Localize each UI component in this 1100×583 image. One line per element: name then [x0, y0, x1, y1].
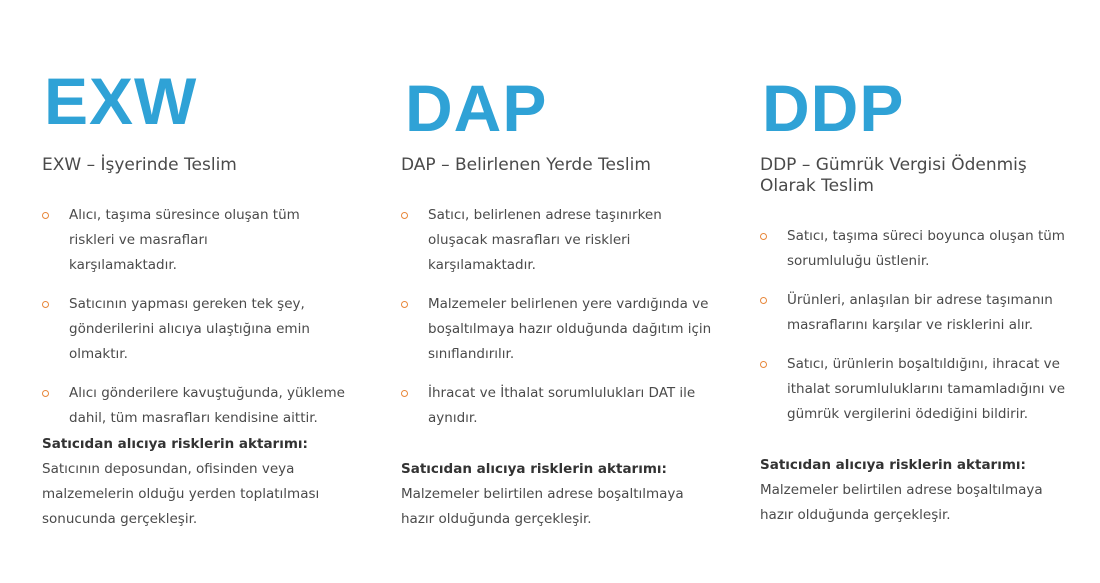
bullet-circle-icon: [401, 301, 408, 308]
list-item: Satıcı, ürünlerin boşaltıldığını, ihracat ve ithalat sorumluluklarını tamamladığını ve gümrük vergilerini ödediğini bildirir.: [760, 352, 1077, 427]
list-item: Satıcı, belirlenen adrese taşınırken oluşacak masrafları ve riskleri karşılamaktadır.: [401, 203, 668, 278]
bullet-circle-icon: [42, 390, 49, 397]
term-heading: DAP – Belirlenen Yerde Teslim: [401, 155, 651, 175]
bullet-circle-icon: [42, 301, 49, 308]
term-logo: DAP: [405, 71, 548, 145]
risk-transfer: [401, 457, 691, 532]
bullet-circle-icon: [401, 390, 408, 397]
list-item: Malzemeler belirlenen yere vardığında ve boşaltılmaya hazır olduğunda dağıtım için sınıflandırılır.: [401, 292, 718, 367]
bullet-list: [760, 224, 1070, 441]
risk-transfer-title: Satıcıdan alıcıya risklerin aktarımı:: [401, 461, 667, 477]
list-item: Ürünleri, anlaşılan bir adrese taşımanın masraflarını karşılar ve risklerini alır.: [760, 288, 1072, 338]
term-logo: EXW: [44, 64, 198, 138]
list-item: Alıcı gönderilere kavuştuğunda, yükleme dahil, tüm masrafları kendisine aittir.: [42, 381, 349, 431]
bullet-circle-icon: [760, 361, 767, 368]
risk-transfer-title: Satıcıdan alıcıya risklerin aktarımı:: [760, 457, 1026, 473]
risk-transfer-text: Malzemeler belirtilen adrese boşaltılmaya hazır olduğunda gerçekleşir.: [401, 486, 684, 527]
bullet-circle-icon: [760, 233, 767, 240]
bullet-circle-icon: [401, 212, 408, 219]
term-heading: EXW – İşyerinde Teslim: [42, 155, 237, 175]
bullet-circle-icon: [42, 212, 49, 219]
risk-transfer: [760, 453, 1050, 528]
list-item: Satıcının yapması gereken tek şey, gönderilerini alıcıya ulaştığına emin olmaktır.: [42, 292, 319, 367]
bullet-list: [401, 203, 711, 445]
bullet-circle-icon: [760, 297, 767, 304]
list-item: Alıcı, taşıma süresince oluşan tüm riskleri ve masrafları karşılamaktadır.: [42, 203, 319, 278]
list-item: İhracat ve İthalat sorumlulukları DAT ile aynıdır.: [401, 381, 708, 431]
risk-transfer: [42, 432, 332, 532]
term-logo: DDP: [762, 71, 905, 145]
risk-transfer-text: Satıcının deposundan, ofisinden veya malzemelerin olduğu yerden toplatılması sonucunda gerçekleşir.: [42, 461, 320, 527]
risk-transfer-title: Satıcıdan alıcıya risklerin aktarımı:: [42, 436, 308, 452]
term-heading: DDP – Gümrük Vergisi Ödenmiş Olarak Teslim: [760, 155, 1027, 196]
risk-transfer-text: Malzemeler belirtilen adrese boşaltılmaya hazır olduğunda gerçekleşir.: [760, 482, 1043, 523]
bullet-list: [42, 203, 352, 445]
list-item: Satıcı, taşıma süreci boyunca oluşan tüm sorumluluğu üstlenir.: [760, 224, 1077, 274]
